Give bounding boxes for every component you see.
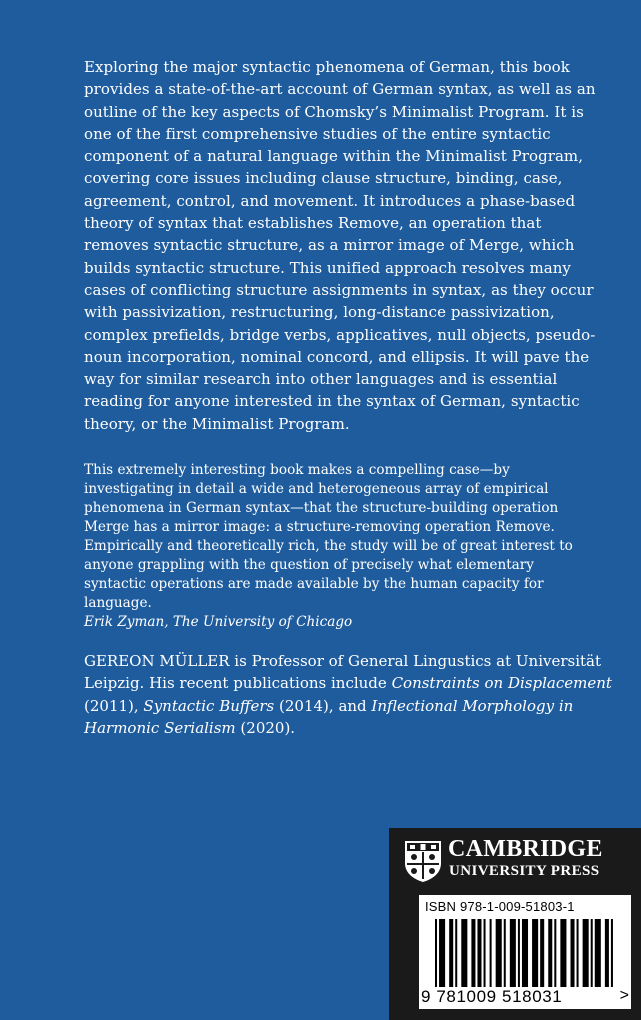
publisher-block (389, 828, 641, 1020)
barcode-bars (435, 919, 617, 987)
barcode-bar (554, 919, 556, 987)
endorsement-text: This extremely interesting book makes a compelling case—by investigating in detail a wide and heterogeneous array of empirical phenomena in German syntax—that the structure-building operation Merge has a mirror image: a structure-removing operation Remove. Empirically and theoretically rich, the study will be of great interest to anyone grappling with the question of precisely what elementary syntactic operations are made available by the human capacity for language. (84, 462, 573, 611)
barcode-bar (540, 919, 544, 987)
barcode-bar (595, 919, 601, 987)
publication-title: Constraints on Displacement (391, 674, 612, 693)
barcode-arrow: > (619, 987, 629, 1004)
cambridge-shield-icon (403, 839, 443, 883)
barcode-bar (532, 919, 538, 987)
barcode-bar (583, 919, 589, 987)
barcode (419, 895, 631, 1009)
isbn-label: ISBN 978-1-009-51803-1 (425, 899, 575, 914)
publication-year: (2020). (235, 718, 296, 737)
barcode-bar (471, 919, 475, 987)
barcode-bar (570, 919, 574, 987)
barcode-digits: 9 781009 518031 (421, 987, 563, 1006)
publisher-subtitle: UNIVERSITY PRESS (449, 863, 600, 879)
barcode-bar (477, 919, 481, 987)
publication-title: Syntactic Buffers (143, 696, 275, 715)
endorsement (84, 461, 592, 632)
barcode-bar (439, 919, 445, 987)
barcode-bar (484, 919, 486, 987)
barcode-bar (548, 919, 552, 987)
barcode-bar (560, 919, 566, 987)
publisher-name: CAMBRIDGE (448, 836, 603, 862)
barcode-bar (577, 919, 579, 987)
author-bio (84, 650, 614, 739)
endorsement-attribution: Erik Zyman, The University of Chicago (84, 614, 353, 630)
barcode-bar (611, 919, 613, 987)
barcode-bar (496, 919, 502, 987)
barcode-bar (522, 919, 528, 987)
barcode-bar (510, 919, 516, 987)
author-bio-intro: GEREON MÜLLER is Professor of General Lingustics at Universität Leipzig. His recent publications include (84, 652, 602, 693)
barcode-bar (455, 919, 457, 987)
barcode-bar (461, 919, 467, 987)
barcode-bar (518, 919, 520, 987)
publication-year: (2014), and (274, 696, 372, 715)
barcode-bar (504, 919, 506, 987)
barcode-bar (591, 919, 593, 987)
barcode-bar (435, 919, 437, 987)
book-description: Exploring the major syntactic phenomena of German, this book provides a state-of-the-art account of German syntax, as well as an outline of the key aspects of Chomsky’s Minimalist Program. It is one of the first comprehensive studies of the entire syntactic component of a natural language within the Minimalist Program, covering core issues including clause structure, binding, case, agreement, control, and movement. It introduces a phase-based theory of syntax that establishes Remove, an operation that removes syntactic structure, as a mirror image of Merge, which builds syntactic structure. This unified approach resolves many cases of conflicting structure assignments in syntax, as they occur with passivization, restructuring, long-distance passivization, complex prefields, bridge verbs, applicatives, null objects, pseudo-noun incorporation, nominal concord, and ellipsis. It will pave the way for similar research into other languages and is essential reading for anyone interested in the syntax of German, syntactic theory, or the Minimalist Program. (84, 58, 596, 433)
barcode-bar (605, 919, 609, 987)
publication-title: Inflectional Morphology in Harmonic Serialism (84, 696, 574, 737)
publication-year: (2011), (84, 696, 144, 715)
barcode-bar (449, 919, 453, 987)
barcode-bar (490, 919, 492, 987)
